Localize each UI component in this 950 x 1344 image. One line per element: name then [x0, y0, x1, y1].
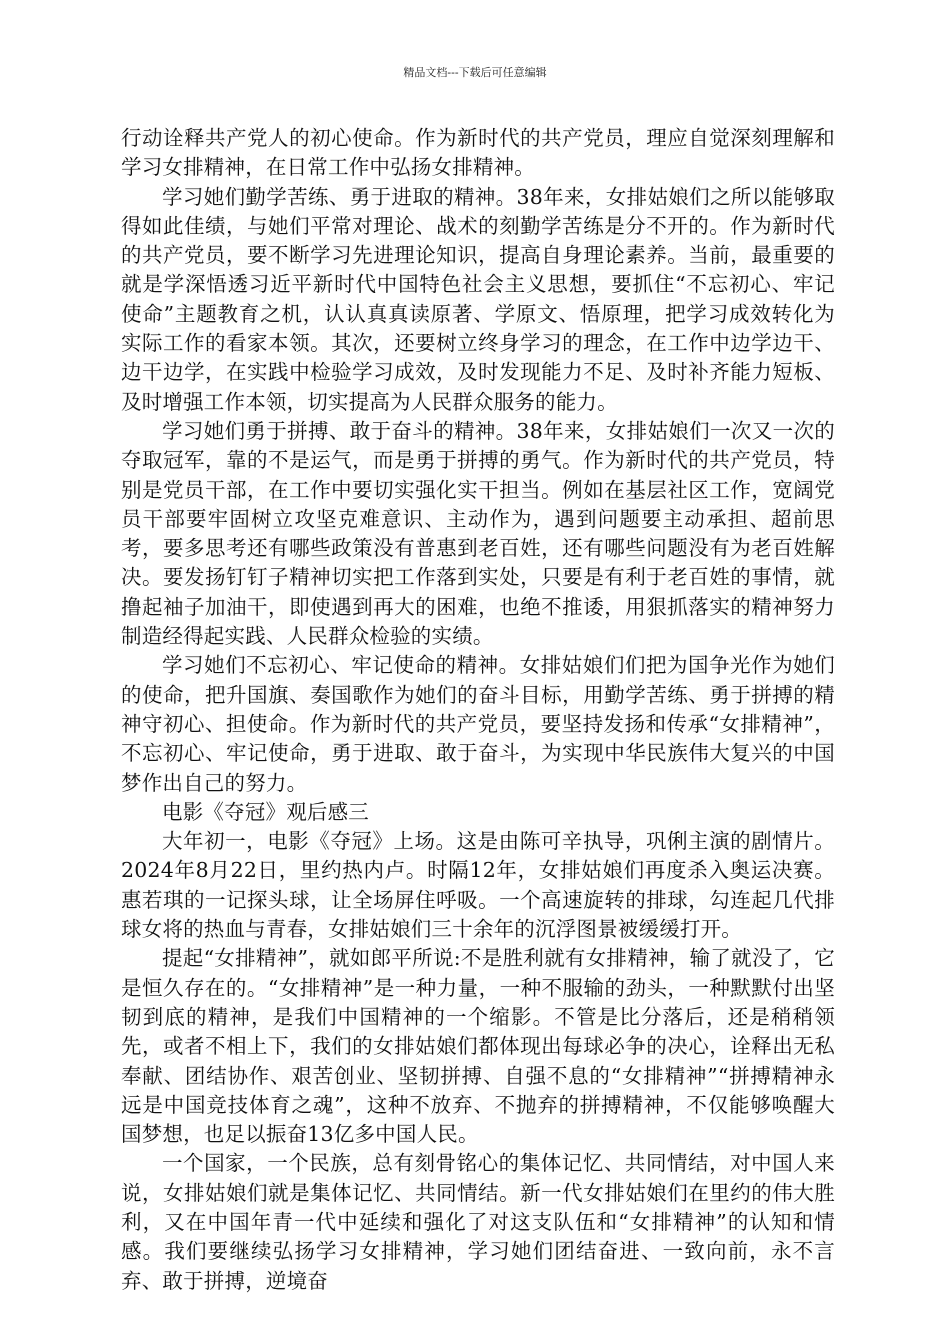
paragraph-volleyball-spirit: 提起“女排精神”，就如郎平所说:不是胜利就有女排精神，输了就没了，它是恒久存在的。“女排精神”是一种力量，一种不服输的劲头，一种默默付出坚韧到底的精神，是我们中国精神的一个缩影。不管是比分落后，还是稍稍领先，或者不相上下，我们的女排姑娘们都体现出每球必争的决心，诠释出无私奉献、团结协作、艰苦创业、坚韧拼搏、自强不息的“女排精神”“拼搏精神永远是中国竞技体育之魂”，这种不放弃、不抛弃的拼搏精神，不仅能够唤醒大国梦想，也足以振奋13亿多中国人民。 — [121, 946, 835, 1147]
paragraph-study-diligence: 学习她们勤学苦练、勇于进取的精神。38年来，女排姑娘们之所以能够取得如此佳绩，与她们平常对理论、战术的刻勤学苦练是分不开的。作为新时代的共产党员，要不断学习先进理论知识，提高自身理论素养。当前，最重要的就是学深悟透习近平新时代中国特色社会主义思想，要抓住“不忘初心、牢记使命”主题教育之机，认认真真读原著、学原文、悟原理，把学习成效转化为实际工作的看家本领。其次，还要树立终身学习的理念，在工作中边学边干、边干边学，在实践中检验学习成效，及时发现能力不足、及时补齐能力短板、及时增强工作本领，切实提高为人民群众服务的能力。 — [121, 184, 835, 414]
paragraph-film-intro: 大年初一，电影《夺冠》上场。这是由陈可辛执导，巩俐主演的剧情片。2024年8月22日，里约热内卢。时隔12年，女排姑娘们再度杀入奥运决赛。惠若琪的一记探头球，让全场屏住呼吸。一个高速旋转的排球，勾连起几代排球女将的热血与青春，女排姑娘们三十余年的沉浮图景被缓缓打开。 — [121, 829, 835, 942]
paragraph-study-mission: 学习她们不忘初心、牢记使命的精神。女排姑娘们们把为国争光作为她们的使命，把升国旗、奏国歌作为她们的奋斗目标，用勤学苦练、勇于拼搏的精神守初心、担使命。作为新时代的共产党员，要坚持发扬和传承“女排精神”，不忘初心、牢记使命，勇于进取、敢于奋斗，为实现中华民族伟大复兴的中国梦作出自己的努力。 — [121, 653, 835, 795]
page-header: 精品文档---下载后可任意编辑 — [403, 66, 547, 79]
paragraph-collective-memory: 一个国家，一个民族，总有刻骨铭心的集体记忆、共同情结，对中国人来说，女排姑娘们就是集体记忆、共同情结。新一代女排姑娘们在里约的伟大胜利，又在中国年青一代中延续和强化了对这支队伍和“女排精神”的认知和情感。我们要继续弘扬学习女排精神，学习她们团结奋进、一致向前，永不言弃、敢于拼搏，逆境奋 — [121, 1151, 835, 1293]
paragraph-continued: 行动诠释共产党人的初心使命。作为新时代的共产党员，理应自觉深刻理解和学习女排精神，在日常工作中弘扬女排精神。 — [121, 126, 835, 180]
section-heading: 电影《夺冠》观后感三 — [162, 799, 369, 824]
document-body — [121, 124, 835, 1296]
paragraph-study-struggle: 学习她们勇于拼搏、敢于奋斗的精神。38年来，女排姑娘们一次又一次的夺取冠军，靠的不是运气，而是勇于拼搏的勇气。作为新时代的共产党员，特别是党员干部，在工作中要切实强化实干担当。例如在基层社区工作，宽阔党员干部要牢固树立攻坚克难意识、主动作为，遇到问题要主动承担、超前思考，要多思考还有哪些政策没有普惠到老百姓，还有哪些问题没有为老百姓解决。要发扬钉钉子精神切实把工作落到实处，只要是有利于老百姓的事情，就撸起袖子加油干，即使遇到再大的困难，也绝不推诿，用狠抓落实的精神努力制造经得起实践、人民群众检验的实绩。 — [121, 418, 835, 649]
